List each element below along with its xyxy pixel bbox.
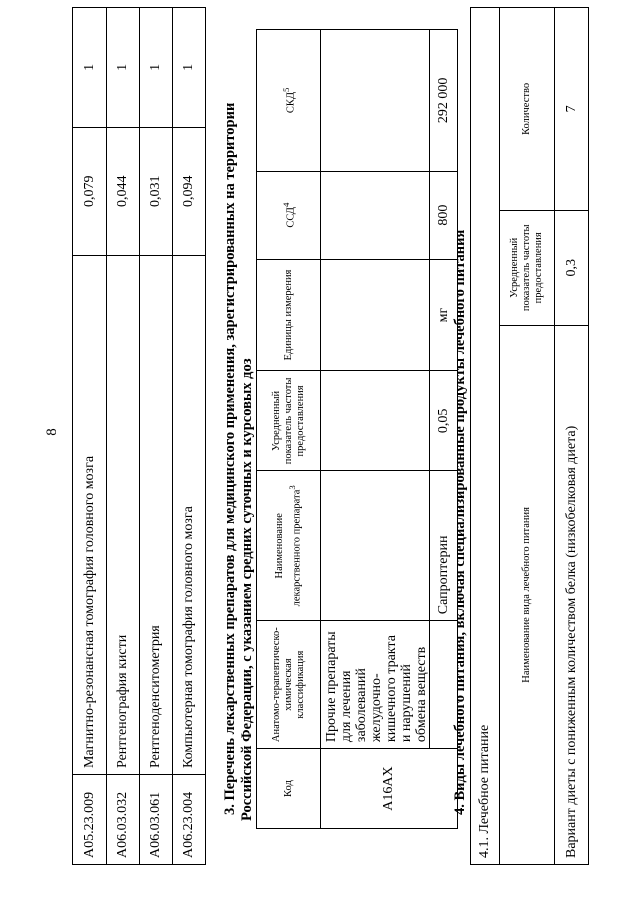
service-frequency: 0,044 — [107, 127, 140, 255]
table-row — [107, 8, 140, 865]
nutrition-quantity: 7 — [555, 8, 589, 211]
service-code: A06.03.061 — [140, 775, 173, 865]
service-name: Рентгенография кисти — [107, 255, 140, 774]
drug-atc: Прочие препараты для лечения заболеваний желудочно-кишечного тракта и нарушений обмена веществ — [321, 621, 430, 749]
service-code: A06.03.032 — [107, 775, 140, 865]
empty-cell — [321, 30, 430, 172]
empty-cell — [321, 471, 430, 621]
header-nutrition-name: Наименование вида лечебного питания — [500, 325, 555, 864]
header-quantity: Количество — [500, 8, 555, 211]
header-skd-label: СКД — [285, 91, 297, 114]
service-code: A05.23.009 — [73, 775, 107, 865]
service-multiplicity: 1 — [173, 8, 206, 128]
nutrition-table — [470, 7, 589, 865]
service-frequency: 0,079 — [73, 127, 107, 255]
table-row — [321, 30, 430, 829]
service-multiplicity: 1 — [140, 8, 173, 128]
nutrition-frequency: 0,3 — [555, 210, 589, 325]
header-code: Код — [257, 749, 321, 829]
header-ssd-label: ССД — [285, 207, 297, 228]
table-row — [555, 8, 589, 865]
header-atc: Анатомо-терапевтическо-химическая классификация — [257, 621, 321, 749]
empty-cell — [321, 171, 430, 259]
header-frequency: Усредненный показатель частоты предоставления — [257, 371, 321, 471]
service-name: Магнитно-резонансная томография головного мозга — [73, 255, 107, 774]
footnote-mark: 5 — [280, 87, 291, 92]
drug-frequency: 0,05 — [430, 371, 458, 471]
service-name: Компьютерная томография головного мозга — [173, 255, 206, 774]
section-3-title-line1: 3. Перечень лекарственных препаратов для медицинского применения, зарегистрированных на территории — [222, 102, 238, 815]
header-drug-label: Наименование лекарственного препарата — [273, 489, 303, 607]
footnote-mark: 3 — [286, 485, 297, 490]
drug-name: Сапроптерин — [430, 471, 458, 621]
header-skd — [257, 30, 321, 172]
service-multiplicity: 1 — [107, 8, 140, 128]
header-frequency: Усредненный показатель частоты предоставления — [500, 210, 555, 325]
footnote-mark: 4 — [280, 202, 291, 208]
header-drug — [257, 471, 321, 621]
table-row — [73, 8, 107, 865]
header-unit: Единицы измерения — [257, 259, 321, 371]
drug-skd: 292 000 — [430, 30, 458, 172]
page-number: 8 — [44, 428, 60, 436]
services-table — [72, 7, 206, 865]
section-3-title — [222, 15, 256, 821]
table-header-row — [257, 30, 321, 829]
table-row — [140, 8, 173, 865]
service-multiplicity: 1 — [73, 8, 107, 128]
subsection-title: 4.1. Лечебное питание — [471, 8, 500, 865]
section-4-title: 4. Виды лечебного питания, включая специализированные продукты лечебного питания — [452, 229, 468, 815]
section-3-title-line2: Российской Федерации, с указанием средних суточных и курсовых доз — [239, 358, 255, 821]
service-code: A06.23.004 — [173, 775, 206, 865]
service-frequency: 0,094 — [173, 127, 206, 255]
empty-cell — [321, 259, 430, 371]
empty-cell — [321, 371, 430, 471]
drug-unit: мг — [430, 259, 458, 371]
nutrition-name: Вариант диеты с пониженным количеством белка (низкобелковая диета) — [555, 325, 589, 864]
header-ssd — [257, 171, 321, 259]
drug-code: A16AX — [321, 749, 458, 829]
table-row — [173, 8, 206, 865]
subsection-row — [471, 8, 500, 865]
service-name: Рентгеноденситометрия — [140, 255, 173, 774]
drugs-table — [256, 29, 458, 829]
drug-ssd: 800 — [430, 171, 458, 259]
table-header-row — [500, 8, 555, 865]
service-frequency: 0,031 — [140, 127, 173, 255]
